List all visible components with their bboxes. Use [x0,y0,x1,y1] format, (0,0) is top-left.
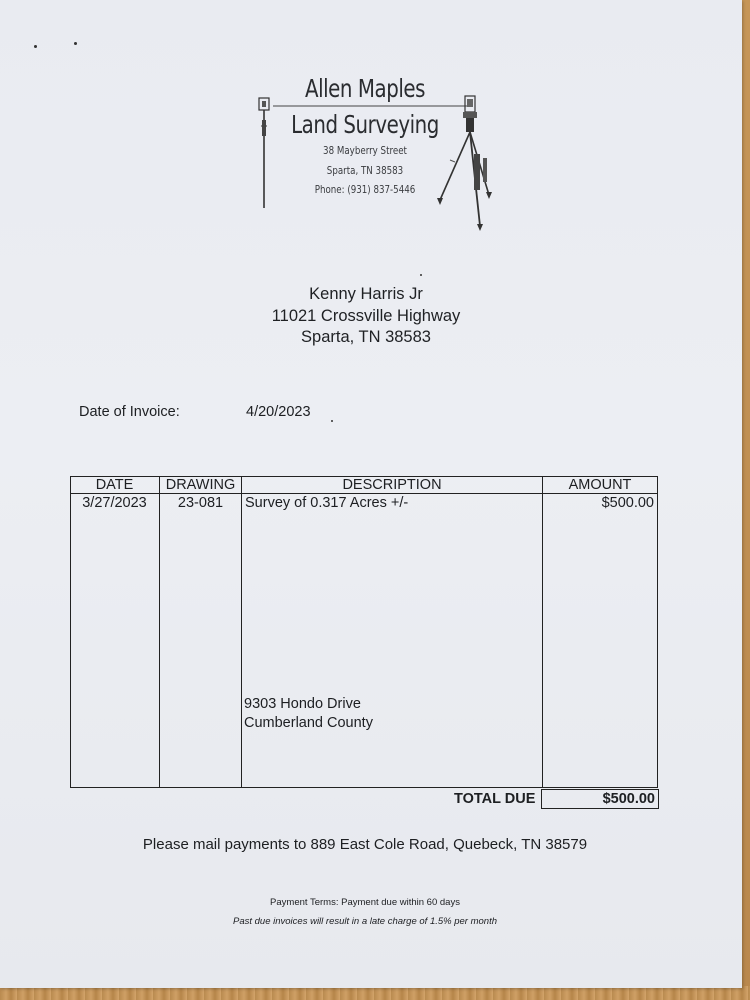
row-date: 3/27/2023 [82,495,147,511]
mail-payments-note: Please mail payments to 889 East Cole Road, Quebeck, TN 38579 [142,836,588,853]
recipient-name: Kenny Harris Jr [309,285,423,303]
column-divider [241,476,242,788]
row-drawing: 23-081 [177,495,224,511]
recipient-street: 11021 Crossville Highway [271,307,461,325]
header-description: DESCRIPTION [342,477,442,493]
company-phone: Phone: (931) 837-5446 [314,184,416,196]
late-charge-note: Past due invoices will result in a late charge of 1.5% per month [232,916,498,927]
company-subtitle: Land Surveying [291,110,439,139]
company-name: Allen Maples [304,74,426,103]
payment-terms: Payment Terms: Payment due within 60 days [270,897,460,908]
property-county: Cumberland County [244,715,373,731]
paper-speck [74,42,77,45]
invoice-table [70,476,658,788]
paper-speck [331,420,333,422]
header-drawing: DRAWING [165,477,236,493]
company-address-line2: Sparta, TN 38583 [326,165,404,177]
paper-speck [34,45,37,48]
total-due-label: TOTAL DUE [454,791,536,807]
total-due-value: $500.00 [602,791,655,807]
row-amount: $500.00 [601,495,654,511]
header-amount: AMOUNT [568,477,632,493]
property-address: 9303 Hondo Drive [244,696,361,712]
company-address-line1: 38 Mayberry Street [323,145,407,157]
column-divider [159,476,160,788]
row-description: Survey of 0.317 Acres +/- [245,495,409,511]
paper-speck [420,274,422,276]
recipient-city: Sparta, TN 38583 [301,328,431,346]
header-date: DATE [95,477,134,493]
desk-surface-bottom [0,986,750,1000]
column-divider [542,476,543,788]
invoice-date-value: 4/20/2023 [246,404,311,420]
invoice-date-label: Date of Invoice: [79,404,180,420]
